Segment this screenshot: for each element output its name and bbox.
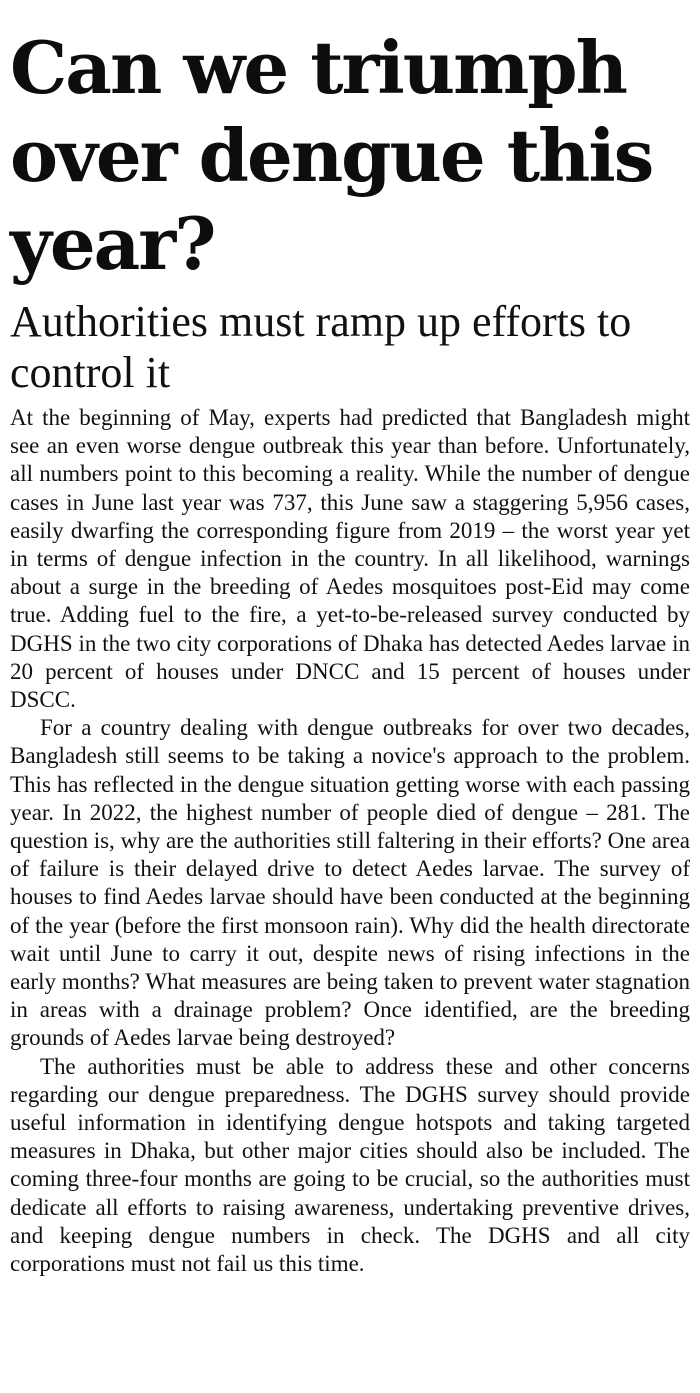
paragraph-1: At the beginning of May, experts had predicted that Bangladesh might see an even worse dengue outbreak this year than before. Unfortunately, all numbers point to this becoming a reality. While the number of dengue cases in June last year was 737, this June saw a staggering 5,956 cases, easily dwarfing the corresponding figure from 2019 – the worst year yet in terms of dengue infection in the country. In all likelihood, warnings about a surge in the breeding of Aedes mosquitoes post-Eid may come true. Adding fuel to the fire, a yet-to-be-released survey conducted by DGHS in the two city corporations of Dhaka has detected Aedes larvae in 20 percent of houses under DNCC and 15 percent of houses under DSCC. (10, 405, 690, 713)
paragraph-2: For a country dealing with dengue outbreaks for over two decades, Bangladesh still seems to be taking a novice's approach to the problem. This has reflected in the dengue situation getting worse with each passing year. In 2022, the highest number of people died of dengue – 281. The question is, why are the authorities still faltering in their efforts? One area of failure is their delayed drive to detect Aedes larvae. The survey of houses to find Aedes larvae should have been conducted at the beginning of the year (before the first monsoon rain). Why did the health directorate wait until June to carry it out, despite news of rising infections in the early months? What measures are being taken to prevent water stagnation in areas with a drainage problem? Once identified, are the breeding grounds of Aedes larvae being destroyed? (10, 715, 690, 1051)
paragraph-3: The authorities must be able to address these and other concerns regarding our dengue preparedness. The DGHS survey should provide useful information in identifying dengue hotspots and taking targeted measures in Dhaka, but other major cities should also be included. The coming three-four months are going to be crucial, so the authorities must dedicate all efforts to raising awareness, undertaking preventive drives, and keeping dengue numbers in check. The DGHS and all city corporations must not fail us this time. (10, 1053, 690, 1277)
article-body (10, 404, 690, 1278)
editorial-article (10, 0, 690, 1278)
headline: Can we triumph over dengue this year? (10, 25, 653, 286)
subheadline: Authorities must ramp up efforts to control it (10, 297, 632, 397)
